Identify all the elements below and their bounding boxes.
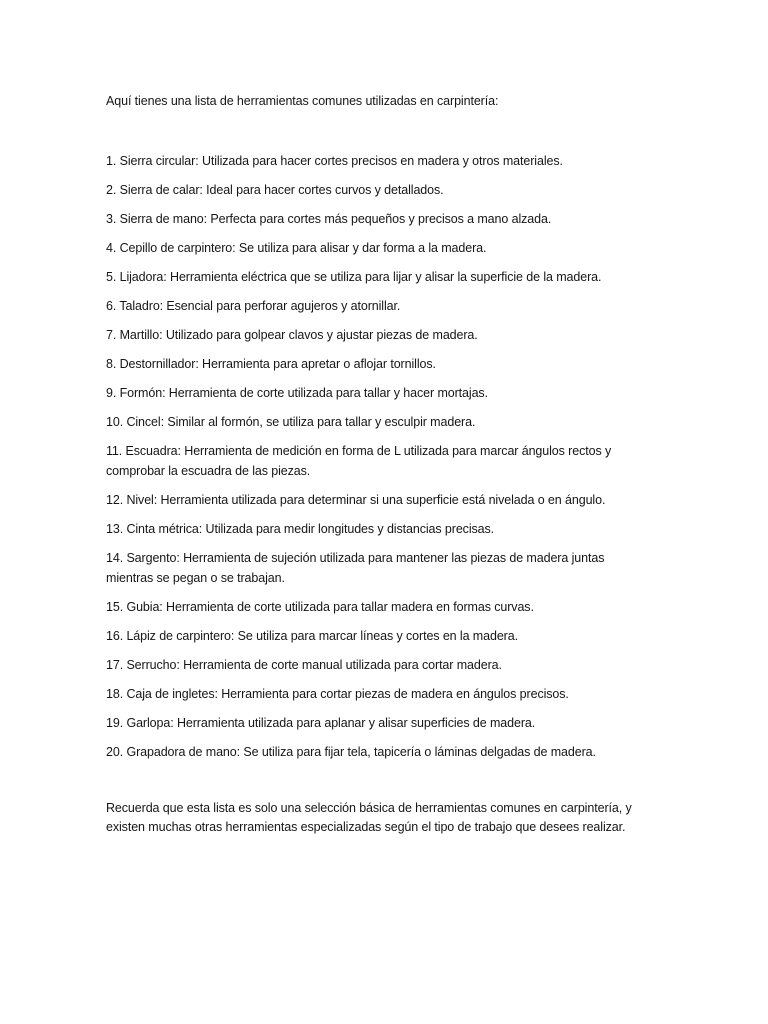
list-item: 14. Sargento: Herramienta de sujeción utilizada para mantener las piezas de madera juntas mientras se pegan o se trabajan.	[106, 551, 605, 585]
list-item: 18. Caja de ingletes: Herramienta para cortar piezas de madera en ángulos precisos.	[106, 687, 569, 702]
closing-paragraph: Recuerda que esta lista es solo una selección básica de herramientas comunes en carpintería, y existen muchas otras herramientas especializadas según el tipo de trabajo que desees realizar.	[106, 800, 632, 835]
list-item: 9. Formón: Herramienta de corte utilizada para tallar y hacer mortajas.	[106, 386, 488, 401]
list-item: 10. Cincel: Similar al formón, se utiliza para tallar y esculpir madera.	[106, 415, 476, 430]
list-item: 19. Garlopa: Herramienta utilizada para aplanar y alisar superficies de madera.	[106, 716, 536, 731]
document-body	[106, 92, 646, 838]
list-item: 15. Gubia: Herramienta de corte utilizada para tallar madera en formas curvas.	[106, 599, 534, 614]
list-item: 17. Serrucho: Herramienta de corte manual utilizada para cortar madera.	[106, 658, 502, 672]
list-item: 11. Escuadra: Herramienta de medición en forma de L utilizada para marcar ángulos rectos y comprobar la escuadra de las piezas.	[106, 444, 612, 478]
list-item: 4. Cepillo de carpintero: Se utiliza para alisar y dar forma a la madera.	[106, 240, 487, 255]
list-item: 13. Cinta métrica: Utilizada para medir longitudes y distancias precisas.	[106, 522, 495, 537]
list-item: 3. Sierra de mano: Perfecta para cortes más pequeños y precisos a mano alzada.	[106, 211, 552, 226]
list-item: 5. Lijadora: Herramienta eléctrica que se utiliza para lijar y alisar la superficie de la madera.	[106, 269, 602, 284]
intro-paragraph: Aquí tienes una lista de herramientas comunes utilizadas en carpintería:	[106, 94, 499, 108]
list-item: 16. Lápiz de carpintero: Se utiliza para marcar líneas y cortes en la madera.	[106, 628, 518, 643]
list-item: 1. Sierra circular: Utilizada para hacer cortes precisos en madera y otros materiales.	[106, 153, 563, 168]
list-item: 7. Martillo: Utilizado para golpear clavos y ajustar piezas de madera.	[106, 328, 478, 343]
list-item: 8. Destornillador: Herramienta para apretar o aflojar tornillos.	[106, 357, 436, 372]
list-item: 2. Sierra de calar: Ideal para hacer cortes curvos y detallados.	[106, 182, 444, 197]
tool-list	[106, 152, 646, 763]
list-item: 6. Taladro: Esencial para perforar agujeros y atornillar.	[106, 298, 401, 313]
list-item: 20. Grapadora de mano: Se utiliza para fijar tela, tapicería o láminas delgadas de madera.	[106, 745, 596, 760]
list-item: 12. Nivel: Herramienta utilizada para determinar si una superficie está nivelada o en ángulo.	[106, 493, 606, 508]
